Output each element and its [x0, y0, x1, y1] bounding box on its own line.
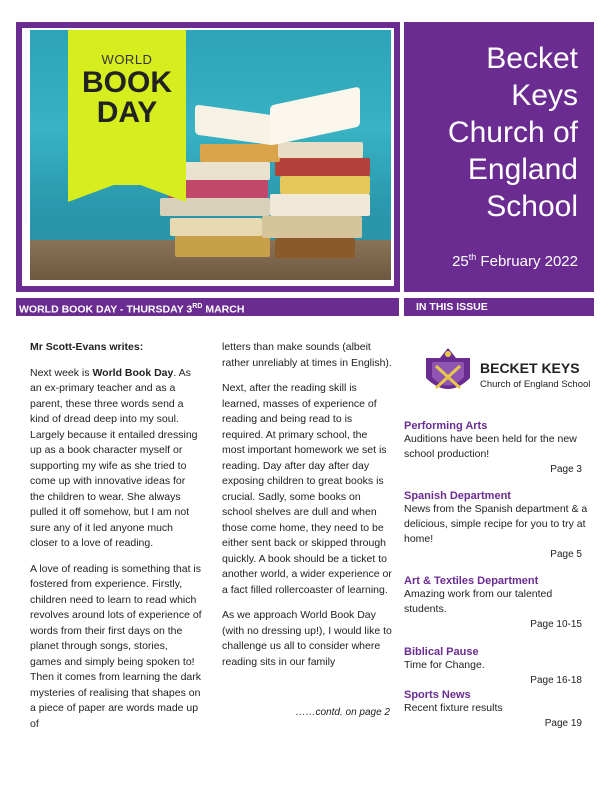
- issue-item-page: Page 19: [544, 718, 582, 729]
- section-bar-title: [16, 298, 399, 319]
- book-icon: [278, 142, 363, 158]
- issue-item-performing-arts[interactable]: [404, 420, 590, 475]
- section-bar-world-book-day: [16, 298, 399, 316]
- issue-item-title: Sports News: [404, 689, 471, 701]
- p1-text-rest: . As an ex-primary teacher and as a parent, these three words send a kind of dread deep into my soul. Largely because it entailed dressing up as a book character myself or supporting my wife as she tried to come up with innovative ideas for the children to wear. She always pulled it off somehow, but I am not sure any of it led anyone much closer to a love of reading.: [30, 366, 198, 549]
- book-icon: [275, 238, 355, 258]
- article-paragraph: Next, after the reading skill is learned, masses of experience of reading and being read to is required. At primary school, the most important homework we set is reading. Day after day after day exposing children to great books is crucial. Sadly, some books on school shelves are dull and when those come home, they need to be either sent back or skipped through quickly. A book should be a ticket to another world, a wider experience or a fact filled rollercoaster of learning.: [222, 382, 392, 596]
- article-paragraph: [30, 366, 202, 552]
- in-this-issue-label: IN THIS ISSUE: [416, 301, 488, 313]
- article-column-1: [30, 340, 202, 742]
- article-column-2: [222, 340, 392, 680]
- article-paragraph: A love of reading is something that is fostered from experience. Firstly, children need to learn to read which revolves around lots of experience of words from their first days on the planet through songs, stories, games and simply being spoken to! Then it comes from learning the dark mysteries of realising that shapes on a piece of paper are words made up of: [30, 562, 202, 730]
- issue-item-spanish-department[interactable]: [404, 490, 590, 560]
- date-suffix: th: [468, 252, 477, 262]
- bar-title-sup: RD: [192, 303, 203, 310]
- article-paragraph: letters than make sounds (albeit rather unreliably at times in English).: [222, 341, 392, 369]
- logo-subtitle: Church of England School: [480, 379, 591, 390]
- p1-text: Next week is: [30, 366, 93, 379]
- issue-item-page: Page 5: [550, 549, 582, 560]
- issue-item-title: Spanish Department: [404, 490, 511, 502]
- issue-item-desc: Auditions have been held for the new school production!: [404, 433, 577, 460]
- continued-note: ……contd. on page 2: [295, 707, 390, 718]
- school-crest-icon: [418, 344, 478, 402]
- issue-item-title: Biblical Pause: [404, 646, 479, 658]
- issue-item-page: Page 3: [550, 464, 582, 475]
- issue-item-desc: Amazing work from our talented students.: [404, 588, 553, 615]
- book-icon: [170, 218, 262, 236]
- date-month-year: February 2022: [476, 253, 578, 270]
- banner-text-book: BOOK: [82, 66, 172, 99]
- open-book-icon: [270, 86, 360, 145]
- school-name-line: Becket: [486, 42, 578, 75]
- section-bar-in-this-issue: [404, 298, 594, 316]
- issue-item-title: Art & Textiles Department: [404, 575, 539, 587]
- book-icon: [262, 216, 362, 238]
- logo-title: BECKET KEYS: [480, 360, 580, 376]
- issue-date: [404, 252, 578, 270]
- book-icon: [200, 144, 280, 162]
- banner-text-world: WORLD: [101, 52, 153, 67]
- school-name-line: School: [486, 190, 578, 223]
- school-name: [404, 40, 578, 225]
- p1-bold: World Book Day: [92, 366, 174, 379]
- school-name-line: Church of: [447, 116, 578, 149]
- issue-item-desc: Time for Change.: [404, 659, 485, 671]
- open-book-icon: [195, 104, 275, 145]
- bar-title-prefix: WORLD BOOK DAY - THURSDAY 3: [19, 303, 193, 316]
- book-stack-icon: [175, 235, 270, 257]
- book-icon: [180, 162, 270, 180]
- book-icon: [270, 194, 370, 216]
- issue-item-biblical-pause[interactable]: [404, 646, 590, 686]
- school-name-line: Keys: [511, 79, 578, 112]
- school-name-line: England: [467, 153, 578, 186]
- issue-item-page: Page 16-18: [530, 675, 582, 686]
- article-author: Mr Scott-Evans writes:: [30, 341, 144, 353]
- issue-item-art-textiles[interactable]: [404, 575, 590, 630]
- issue-item-desc: News from the Spanish department & a delicious, simple recipe for you to try at home!: [404, 503, 588, 545]
- issue-item-page: Page 10-15: [530, 619, 582, 630]
- article-paragraph: As we approach World Book Day (with no dressing up!), I would like to challenge us all to consider where reading sits in our family: [222, 609, 392, 668]
- book-icon: [275, 158, 370, 176]
- book-icon: [280, 176, 370, 194]
- hero-photo-books: [30, 30, 391, 280]
- date-day: 25: [452, 253, 469, 270]
- banner-text-day: DAY: [96, 96, 158, 129]
- issue-item-sports-news[interactable]: [404, 689, 590, 729]
- bar-title-suffix: MARCH: [202, 303, 245, 316]
- banner-notch: [68, 180, 186, 202]
- issue-item-desc: Recent fixture results: [404, 702, 503, 714]
- issue-item-title: Performing Arts: [404, 420, 488, 432]
